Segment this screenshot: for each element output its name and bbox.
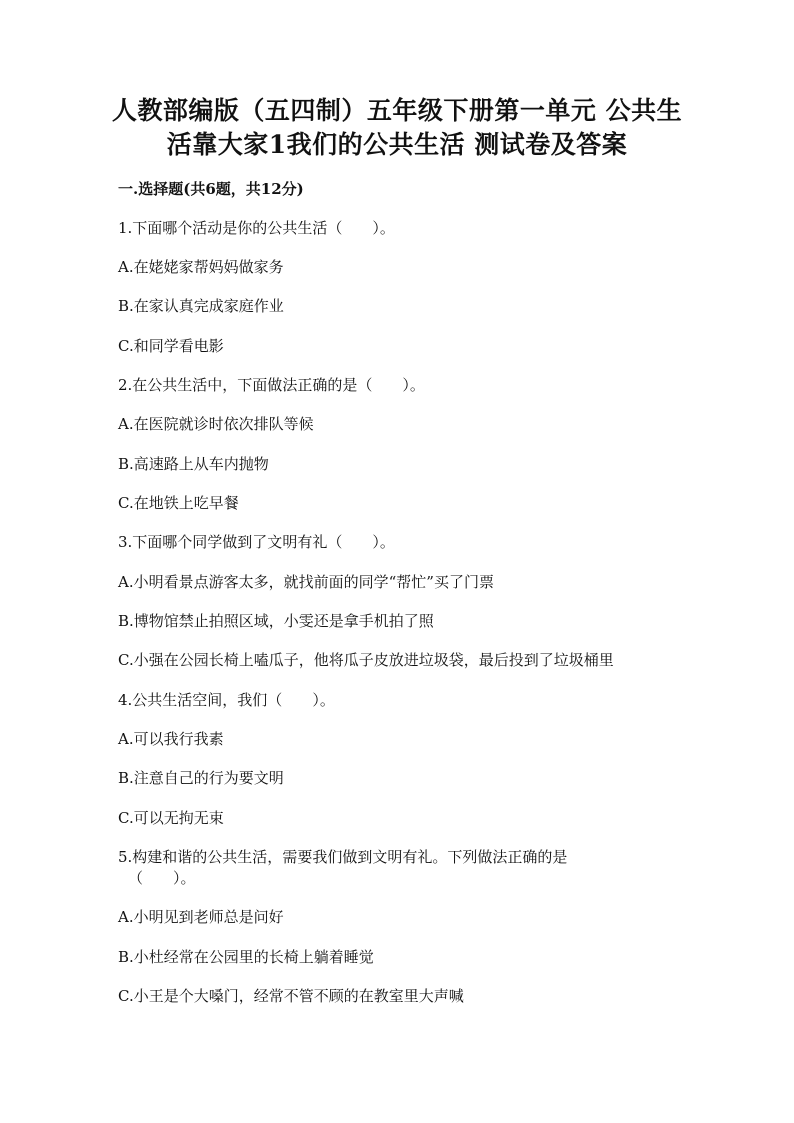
- question-5-option-b: B.小杜经常在公园里的长椅上躺着睡觉: [118, 948, 374, 966]
- question-5-option-c: C.小王是个大嗓门，经常不管不顾的在教室里大声喊: [118, 987, 464, 1005]
- question-4-option-c: C.可以无拘无束: [118, 809, 224, 827]
- question-3-stem: 3.下面哪个同学做到了文明有礼（ ）。: [118, 533, 395, 551]
- question-1-option-c: C.和同学看电影: [118, 337, 224, 355]
- question-2-stem: 2.在公共生活中，下面做法正确的是（ ）。: [118, 376, 425, 394]
- document-title: [100, 94, 694, 162]
- question-1-stem: 1.下面哪个活动是你的公共生活（ ）。: [118, 219, 395, 237]
- question-2-option-b: B.高速路上从车内抛物: [118, 455, 269, 473]
- title-line-1: 人教部编版（五四制）五年级下册第一单元 公共生: [111, 96, 683, 125]
- title-line-2: 活靠大家1我们的公共生活 测试卷及答案: [166, 130, 628, 159]
- section-heading: 一.选择题(共6题，共12分): [118, 180, 304, 198]
- question-5-option-a: A.小明见到老师总是问好: [118, 908, 284, 926]
- question-3-option-c: C.小强在公园长椅上嗑瓜子，他将瓜子皮放进垃圾袋，最后投到了垃圾桶里: [118, 651, 614, 669]
- question-4-option-a: A.可以我行我素: [118, 730, 224, 748]
- question-1-option-b: B.在家认真完成家庭作业: [118, 297, 284, 315]
- question-2-option-a: A.在医院就诊时依次排队等候: [118, 415, 314, 433]
- question-4-option-b: B.注意自己的行为要文明: [118, 769, 284, 787]
- question-1-option-a: A.在姥姥家帮妈妈做家务: [118, 258, 284, 276]
- question-3-option-b: B.博物馆禁止拍照区域，小雯还是拿手机拍了照: [118, 612, 434, 630]
- question-2-option-c: C.在地铁上吃早餐: [118, 494, 239, 512]
- question-3-option-a: A.小明看景点游客太多，就找前面的同学“帮忙”买了门票: [118, 573, 494, 591]
- question-5-stem: 5.构建和谐的公共生活，需要我们做到文明有礼。下列做法正确的是: [118, 848, 568, 866]
- question-4-stem: 4.公共生活空间，我们（ ）。: [118, 691, 335, 709]
- question-5-stem-continuation: （ ）。: [128, 869, 196, 887]
